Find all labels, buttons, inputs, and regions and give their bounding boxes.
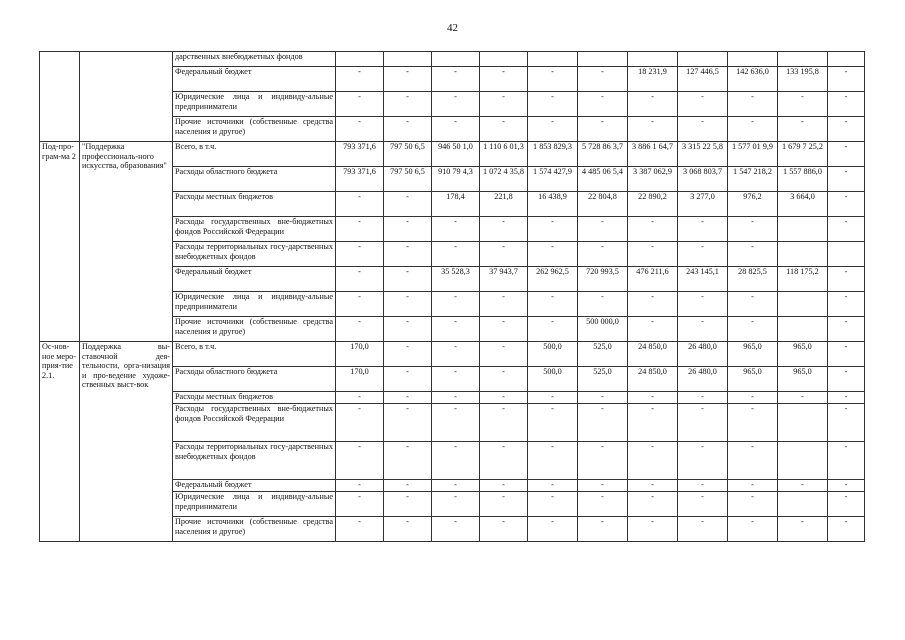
- value-cell: -: [728, 292, 778, 317]
- value-cell: -: [628, 117, 678, 142]
- value-cell: -: [432, 117, 480, 142]
- value-cell: 22 804,8: [578, 192, 628, 217]
- value-cell: -: [384, 342, 432, 367]
- value-cell: -: [528, 442, 578, 480]
- value-cell: -: [384, 392, 432, 404]
- value-cell: -: [628, 404, 678, 442]
- value-cell: -: [828, 167, 865, 192]
- value-cell: 24 850,0: [628, 367, 678, 392]
- value-cell: -: [678, 480, 728, 492]
- value-cell: -: [628, 442, 678, 480]
- value-cell: [778, 292, 828, 317]
- value-cell: -: [778, 517, 828, 542]
- value-cell: -: [384, 404, 432, 442]
- value-cell: -: [828, 142, 865, 167]
- value-cell: -: [384, 517, 432, 542]
- value-cell: -: [432, 292, 480, 317]
- value-cell: 1 679 7 25,2: [778, 142, 828, 167]
- funding-source-cell: Прочие источники (собственные средства населения и другое): [173, 117, 336, 142]
- funding-source-cell: Расходы государственных вне-бюджетных фондов Российской Федерации: [173, 404, 336, 442]
- value-cell: -: [628, 480, 678, 492]
- value-cell: -: [528, 492, 578, 517]
- value-cell: -: [828, 67, 865, 92]
- value-cell: -: [336, 117, 384, 142]
- value-cell: -: [828, 404, 865, 442]
- value-cell: -: [480, 442, 528, 480]
- value-cell: -: [384, 117, 432, 142]
- value-cell: -: [432, 242, 480, 267]
- value-cell: 243 145,1: [678, 267, 728, 292]
- funding-source-cell: Всего, в т.ч.: [173, 142, 336, 167]
- value-cell: [778, 242, 828, 267]
- value-cell: [336, 52, 384, 67]
- value-cell: [432, 52, 480, 67]
- value-cell: -: [384, 267, 432, 292]
- value-cell: -: [480, 67, 528, 92]
- value-cell: -: [828, 480, 865, 492]
- value-cell: -: [728, 242, 778, 267]
- value-cell: -: [578, 492, 628, 517]
- value-cell: 965,0: [778, 367, 828, 392]
- value-cell: -: [384, 242, 432, 267]
- value-cell: 793 371,6: [336, 142, 384, 167]
- value-cell: -: [432, 67, 480, 92]
- funding-source-cell: Федеральный бюджет: [173, 480, 336, 492]
- program-status-cell: [40, 52, 80, 142]
- value-cell: 3 664,0: [778, 192, 828, 217]
- value-cell: 946 50 1,0: [432, 142, 480, 167]
- value-cell: -: [336, 517, 384, 542]
- value-cell: 797 50 6,5: [384, 142, 432, 167]
- value-cell: -: [678, 292, 728, 317]
- value-cell: -: [828, 517, 865, 542]
- value-cell: 178,4: [432, 192, 480, 217]
- value-cell: 720 993,5: [578, 267, 628, 292]
- value-cell: -: [728, 317, 778, 342]
- value-cell: -: [528, 392, 578, 404]
- value-cell: -: [528, 404, 578, 442]
- value-cell: -: [432, 404, 480, 442]
- funding-source-cell: Расходы областного бюджета: [173, 367, 336, 392]
- value-cell: 18 231,9: [628, 67, 678, 92]
- funding-source-cell: Федеральный бюджет: [173, 67, 336, 92]
- value-cell: -: [432, 342, 480, 367]
- value-cell: -: [432, 480, 480, 492]
- value-cell: [778, 317, 828, 342]
- value-cell: -: [728, 480, 778, 492]
- value-cell: -: [678, 442, 728, 480]
- program-status-cell: Ос-нов-ное меро-прия-тие 2.1.: [40, 342, 80, 542]
- value-cell: 26 480,0: [678, 342, 728, 367]
- value-cell: [778, 404, 828, 442]
- value-cell: 1 557 886,0: [778, 167, 828, 192]
- program-name-cell: "Поддержка профессиональ-ного искусства, образования": [80, 142, 173, 342]
- value-cell: 1 547 218,2: [728, 167, 778, 192]
- value-cell: -: [528, 317, 578, 342]
- value-cell: -: [628, 242, 678, 267]
- value-cell: 35 528,3: [432, 267, 480, 292]
- value-cell: 3 886 1 64,7: [628, 142, 678, 167]
- value-cell: -: [728, 404, 778, 442]
- value-cell: -: [432, 367, 480, 392]
- value-cell: -: [828, 292, 865, 317]
- value-cell: -: [578, 67, 628, 92]
- value-cell: -: [384, 442, 432, 480]
- value-cell: -: [678, 117, 728, 142]
- value-cell: -: [678, 217, 728, 242]
- value-cell: -: [728, 492, 778, 517]
- value-cell: -: [384, 367, 432, 392]
- value-cell: 1 577 01 9,9: [728, 142, 778, 167]
- value-cell: -: [678, 92, 728, 117]
- value-cell: -: [828, 117, 865, 142]
- value-cell: -: [728, 92, 778, 117]
- value-cell: -: [480, 292, 528, 317]
- value-cell: -: [384, 192, 432, 217]
- value-cell: [778, 52, 828, 67]
- value-cell: -: [480, 367, 528, 392]
- value-cell: -: [336, 392, 384, 404]
- value-cell: -: [678, 392, 728, 404]
- value-cell: 3 068 803,7: [678, 167, 728, 192]
- value-cell: -: [336, 192, 384, 217]
- funding-source-cell: Расходы областного бюджета: [173, 167, 336, 192]
- value-cell: -: [432, 317, 480, 342]
- value-cell: -: [628, 492, 678, 517]
- program-status-cell: Под-про-грам-ма 2: [40, 142, 80, 342]
- value-cell: 3 315 22 5,8: [678, 142, 728, 167]
- value-cell: -: [528, 242, 578, 267]
- funding-source-cell: Расходы территориальных госу-дарственных внебюджетных фондов: [173, 442, 336, 480]
- value-cell: [778, 442, 828, 480]
- value-cell: 170,0: [336, 367, 384, 392]
- value-cell: -: [336, 492, 384, 517]
- value-cell: -: [528, 517, 578, 542]
- value-cell: [628, 52, 678, 67]
- value-cell: -: [384, 292, 432, 317]
- value-cell: 262 962,5: [528, 267, 578, 292]
- value-cell: -: [480, 342, 528, 367]
- value-cell: -: [528, 117, 578, 142]
- value-cell: 1 853 829,3: [528, 142, 578, 167]
- value-cell: -: [528, 67, 578, 92]
- value-cell: -: [628, 92, 678, 117]
- value-cell: -: [728, 392, 778, 404]
- value-cell: -: [480, 492, 528, 517]
- value-cell: [384, 52, 432, 67]
- value-cell: -: [828, 392, 865, 404]
- value-cell: -: [628, 292, 678, 317]
- value-cell: 965,0: [778, 342, 828, 367]
- value-cell: -: [578, 217, 628, 242]
- value-cell: -: [480, 242, 528, 267]
- value-cell: -: [578, 517, 628, 542]
- value-cell: -: [384, 67, 432, 92]
- value-cell: 3 387 062,9: [628, 167, 678, 192]
- value-cell: -: [528, 480, 578, 492]
- value-cell: -: [728, 517, 778, 542]
- value-cell: -: [480, 117, 528, 142]
- value-cell: -: [828, 442, 865, 480]
- value-cell: -: [384, 480, 432, 492]
- value-cell: 1 110 6 01,3: [480, 142, 528, 167]
- value-cell: -: [628, 517, 678, 542]
- value-cell: [778, 492, 828, 517]
- value-cell: 28 825,5: [728, 267, 778, 292]
- value-cell: -: [678, 492, 728, 517]
- value-cell: -: [828, 342, 865, 367]
- value-cell: -: [432, 392, 480, 404]
- value-cell: -: [778, 480, 828, 492]
- value-cell: -: [336, 267, 384, 292]
- value-cell: 965,0: [728, 342, 778, 367]
- value-cell: -: [480, 217, 528, 242]
- value-cell: 22 890,2: [628, 192, 678, 217]
- value-cell: -: [480, 517, 528, 542]
- budget-table: [39, 51, 865, 542]
- value-cell: -: [384, 92, 432, 117]
- value-cell: -: [578, 117, 628, 142]
- value-cell: -: [336, 292, 384, 317]
- value-cell: 525,0: [578, 342, 628, 367]
- value-cell: -: [336, 217, 384, 242]
- value-cell: -: [528, 292, 578, 317]
- value-cell: -: [778, 117, 828, 142]
- value-cell: -: [578, 442, 628, 480]
- value-cell: -: [480, 404, 528, 442]
- value-cell: 1 574 427,9: [528, 167, 578, 192]
- value-cell: -: [828, 192, 865, 217]
- value-cell: -: [578, 92, 628, 117]
- funding-source-cell: Расходы государственных вне-бюджетных фондов Российской Федерации: [173, 217, 336, 242]
- value-cell: -: [828, 267, 865, 292]
- program-name-cell: Поддержка вы-ставочной дея-тельности, орга-низация и про-ведение художе-ственных выст-вок: [80, 342, 173, 542]
- value-cell: -: [384, 492, 432, 517]
- funding-source-cell: Прочие источники (собственные средства населения и другое): [173, 317, 336, 342]
- value-cell: 24 850,0: [628, 342, 678, 367]
- value-cell: 127 446,5: [678, 67, 728, 92]
- value-cell: -: [678, 242, 728, 267]
- table-row: [40, 52, 865, 67]
- value-cell: -: [778, 92, 828, 117]
- value-cell: -: [336, 442, 384, 480]
- value-cell: -: [578, 242, 628, 267]
- value-cell: -: [336, 480, 384, 492]
- value-cell: -: [336, 67, 384, 92]
- value-cell: -: [578, 480, 628, 492]
- value-cell: -: [678, 517, 728, 542]
- value-cell: 476 211,6: [628, 267, 678, 292]
- value-cell: -: [480, 480, 528, 492]
- value-cell: [728, 52, 778, 67]
- value-cell: 37 943,7: [480, 267, 528, 292]
- value-cell: -: [578, 392, 628, 404]
- value-cell: -: [628, 317, 678, 342]
- table-row: [40, 142, 865, 167]
- value-cell: 5 728 86 3,7: [578, 142, 628, 167]
- value-cell: [578, 52, 628, 67]
- value-cell: 26 480,0: [678, 367, 728, 392]
- value-cell: 221,8: [480, 192, 528, 217]
- funding-source-cell: дарственных внебюджетных фондов: [173, 52, 336, 67]
- table-row: [40, 342, 865, 367]
- funding-source-cell: Юридические лица и индивиду-альные предприниматели: [173, 292, 336, 317]
- value-cell: -: [578, 404, 628, 442]
- value-cell: -: [828, 92, 865, 117]
- value-cell: 1 072 4 35,8: [480, 167, 528, 192]
- value-cell: -: [432, 492, 480, 517]
- value-cell: -: [336, 404, 384, 442]
- value-cell: -: [480, 317, 528, 342]
- value-cell: 793 371,6: [336, 167, 384, 192]
- value-cell: -: [678, 317, 728, 342]
- funding-source-cell: Всего, в т.ч.: [173, 342, 336, 367]
- value-cell: 4 485 06 5,4: [578, 167, 628, 192]
- value-cell: -: [628, 392, 678, 404]
- value-cell: -: [480, 392, 528, 404]
- value-cell: -: [528, 217, 578, 242]
- value-cell: -: [432, 217, 480, 242]
- value-cell: -: [578, 292, 628, 317]
- value-cell: [678, 52, 728, 67]
- value-cell: [828, 242, 865, 267]
- value-cell: -: [432, 92, 480, 117]
- value-cell: 170,0: [336, 342, 384, 367]
- page-number: 42: [447, 22, 458, 34]
- funding-source-cell: Расходы территориальных госу-дарственных внебюджетных фондов: [173, 242, 336, 267]
- funding-source-cell: Расходы местных бюджетов: [173, 192, 336, 217]
- value-cell: -: [778, 392, 828, 404]
- value-cell: -: [728, 442, 778, 480]
- program-name-cell: [80, 52, 173, 142]
- value-cell: 965,0: [728, 367, 778, 392]
- value-cell: -: [828, 492, 865, 517]
- value-cell: 500,0: [528, 367, 578, 392]
- funding-source-cell: Юридические лица и индивиду-альные предприниматели: [173, 92, 336, 117]
- value-cell: -: [828, 367, 865, 392]
- funding-source-cell: Расходы местных бюджетов: [173, 392, 336, 404]
- value-cell: -: [480, 92, 528, 117]
- value-cell: 118 175,2: [778, 267, 828, 292]
- value-cell: -: [432, 517, 480, 542]
- value-cell: -: [728, 217, 778, 242]
- value-cell: 500 000,0: [578, 317, 628, 342]
- value-cell: -: [678, 404, 728, 442]
- value-cell: [778, 217, 828, 242]
- funding-source-cell: Федеральный бюджет: [173, 267, 336, 292]
- value-cell: 500,0: [528, 342, 578, 367]
- value-cell: [528, 52, 578, 67]
- value-cell: 976,2: [728, 192, 778, 217]
- value-cell: 525,0: [578, 367, 628, 392]
- value-cell: -: [336, 242, 384, 267]
- funding-source-cell: Прочие источники (собственные средства населения и другое): [173, 517, 336, 542]
- value-cell: 133 195,8: [778, 67, 828, 92]
- funding-source-cell: Юридические лица и индивиду-альные предприниматели: [173, 492, 336, 517]
- value-cell: -: [336, 92, 384, 117]
- value-cell: -: [432, 442, 480, 480]
- value-cell: 16 438,9: [528, 192, 578, 217]
- value-cell: 910 79 4,3: [432, 167, 480, 192]
- value-cell: -: [336, 317, 384, 342]
- value-cell: [480, 52, 528, 67]
- value-cell: 3 277,0: [678, 192, 728, 217]
- value-cell: -: [384, 317, 432, 342]
- value-cell: [828, 52, 865, 67]
- value-cell: -: [828, 217, 865, 242]
- value-cell: -: [384, 217, 432, 242]
- value-cell: -: [528, 92, 578, 117]
- value-cell: -: [628, 217, 678, 242]
- value-cell: 797 50 6,5: [384, 167, 432, 192]
- value-cell: -: [728, 117, 778, 142]
- value-cell: 142 636,0: [728, 67, 778, 92]
- value-cell: -: [828, 317, 865, 342]
